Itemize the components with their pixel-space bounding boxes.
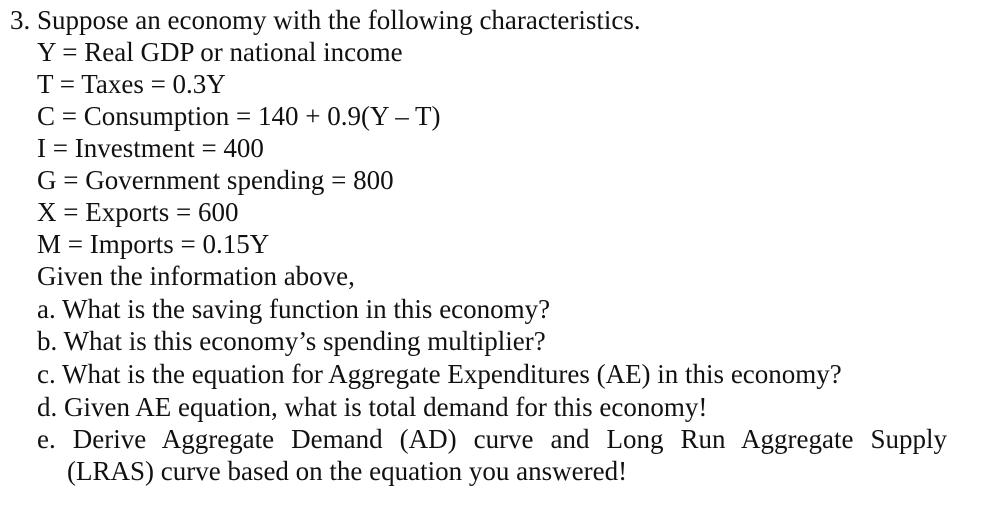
subquestion-a: a. What is the saving function in this economy? xyxy=(37,294,551,324)
definition-government-spending: G = Government spending = 800 xyxy=(37,165,394,195)
subquestion-e-line2: (LRAS) curve based on the equation you answered! xyxy=(67,456,628,486)
subquestion-b: b. What is this economy’s spending multiplier? xyxy=(37,326,546,356)
question-title: 3. Suppose an economy with the following characteristics. xyxy=(10,5,641,35)
definition-exports: X = Exports = 600 xyxy=(37,197,239,227)
subquestion-d: d. Given AE equation, what is total demand for this economy! xyxy=(37,392,708,422)
subquestion-c: c. What is the equation for Aggregate Expenditures (AE) in this economy? xyxy=(37,359,842,389)
subquestion-e-line1: e. Derive Aggregate Demand (AD) curve and Long Run Aggregate Supply xyxy=(37,424,947,454)
definition-imports: M = Imports = 0.15Y xyxy=(37,229,270,259)
definition-consumption: C = Consumption = 140 + 0.9(Y – T) xyxy=(37,101,441,131)
given-statement: Given the information above, xyxy=(37,261,355,291)
definition-taxes: T = Taxes = 0.3Y xyxy=(37,69,226,99)
definition-y: Y = Real GDP or national income xyxy=(37,37,403,67)
definition-investment: I = Investment = 400 xyxy=(37,133,264,163)
